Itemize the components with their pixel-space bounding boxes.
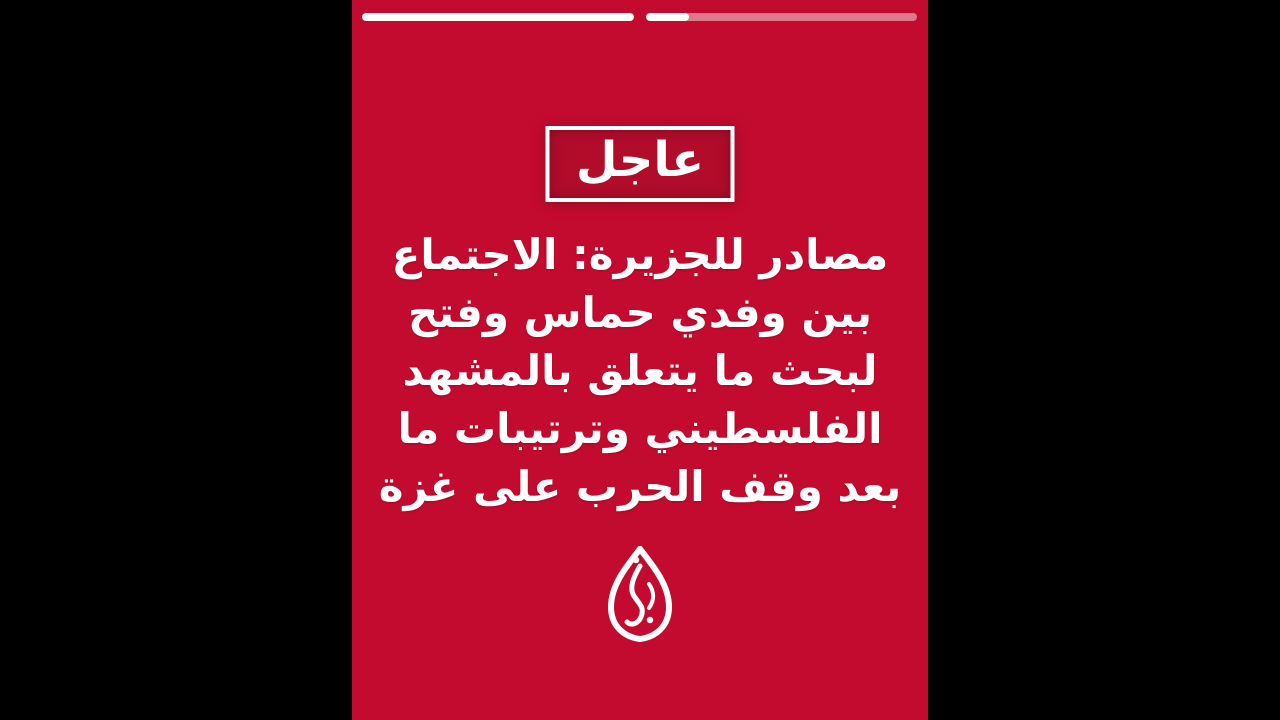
story-progress-bars [362, 13, 917, 21]
story-progress-bar-1-fill [362, 13, 634, 21]
al-jazeera-logo-icon [603, 546, 677, 642]
news-headline [352, 226, 928, 516]
breaking-news-label: عاجل [575, 132, 705, 188]
story-panel [352, 0, 928, 720]
news-headline-line: لبحث ما يتعلق بالمشهد [402, 346, 878, 395]
story-progress-bar-2-fill [646, 13, 689, 21]
news-headline-line: بعد وقف الحرب على غزة [378, 462, 902, 511]
news-headline-line: مصادر للجزيرة: الاجتماع [391, 230, 889, 279]
breaking-news-badge [546, 126, 735, 202]
news-headline-line: الفلسطيني وترتيبات ما [397, 404, 883, 453]
story-progress-bar-2 [646, 13, 918, 21]
story-progress-bar-1 [362, 13, 634, 21]
news-headline-line: بين وفدي حماس وفتح [407, 288, 873, 337]
